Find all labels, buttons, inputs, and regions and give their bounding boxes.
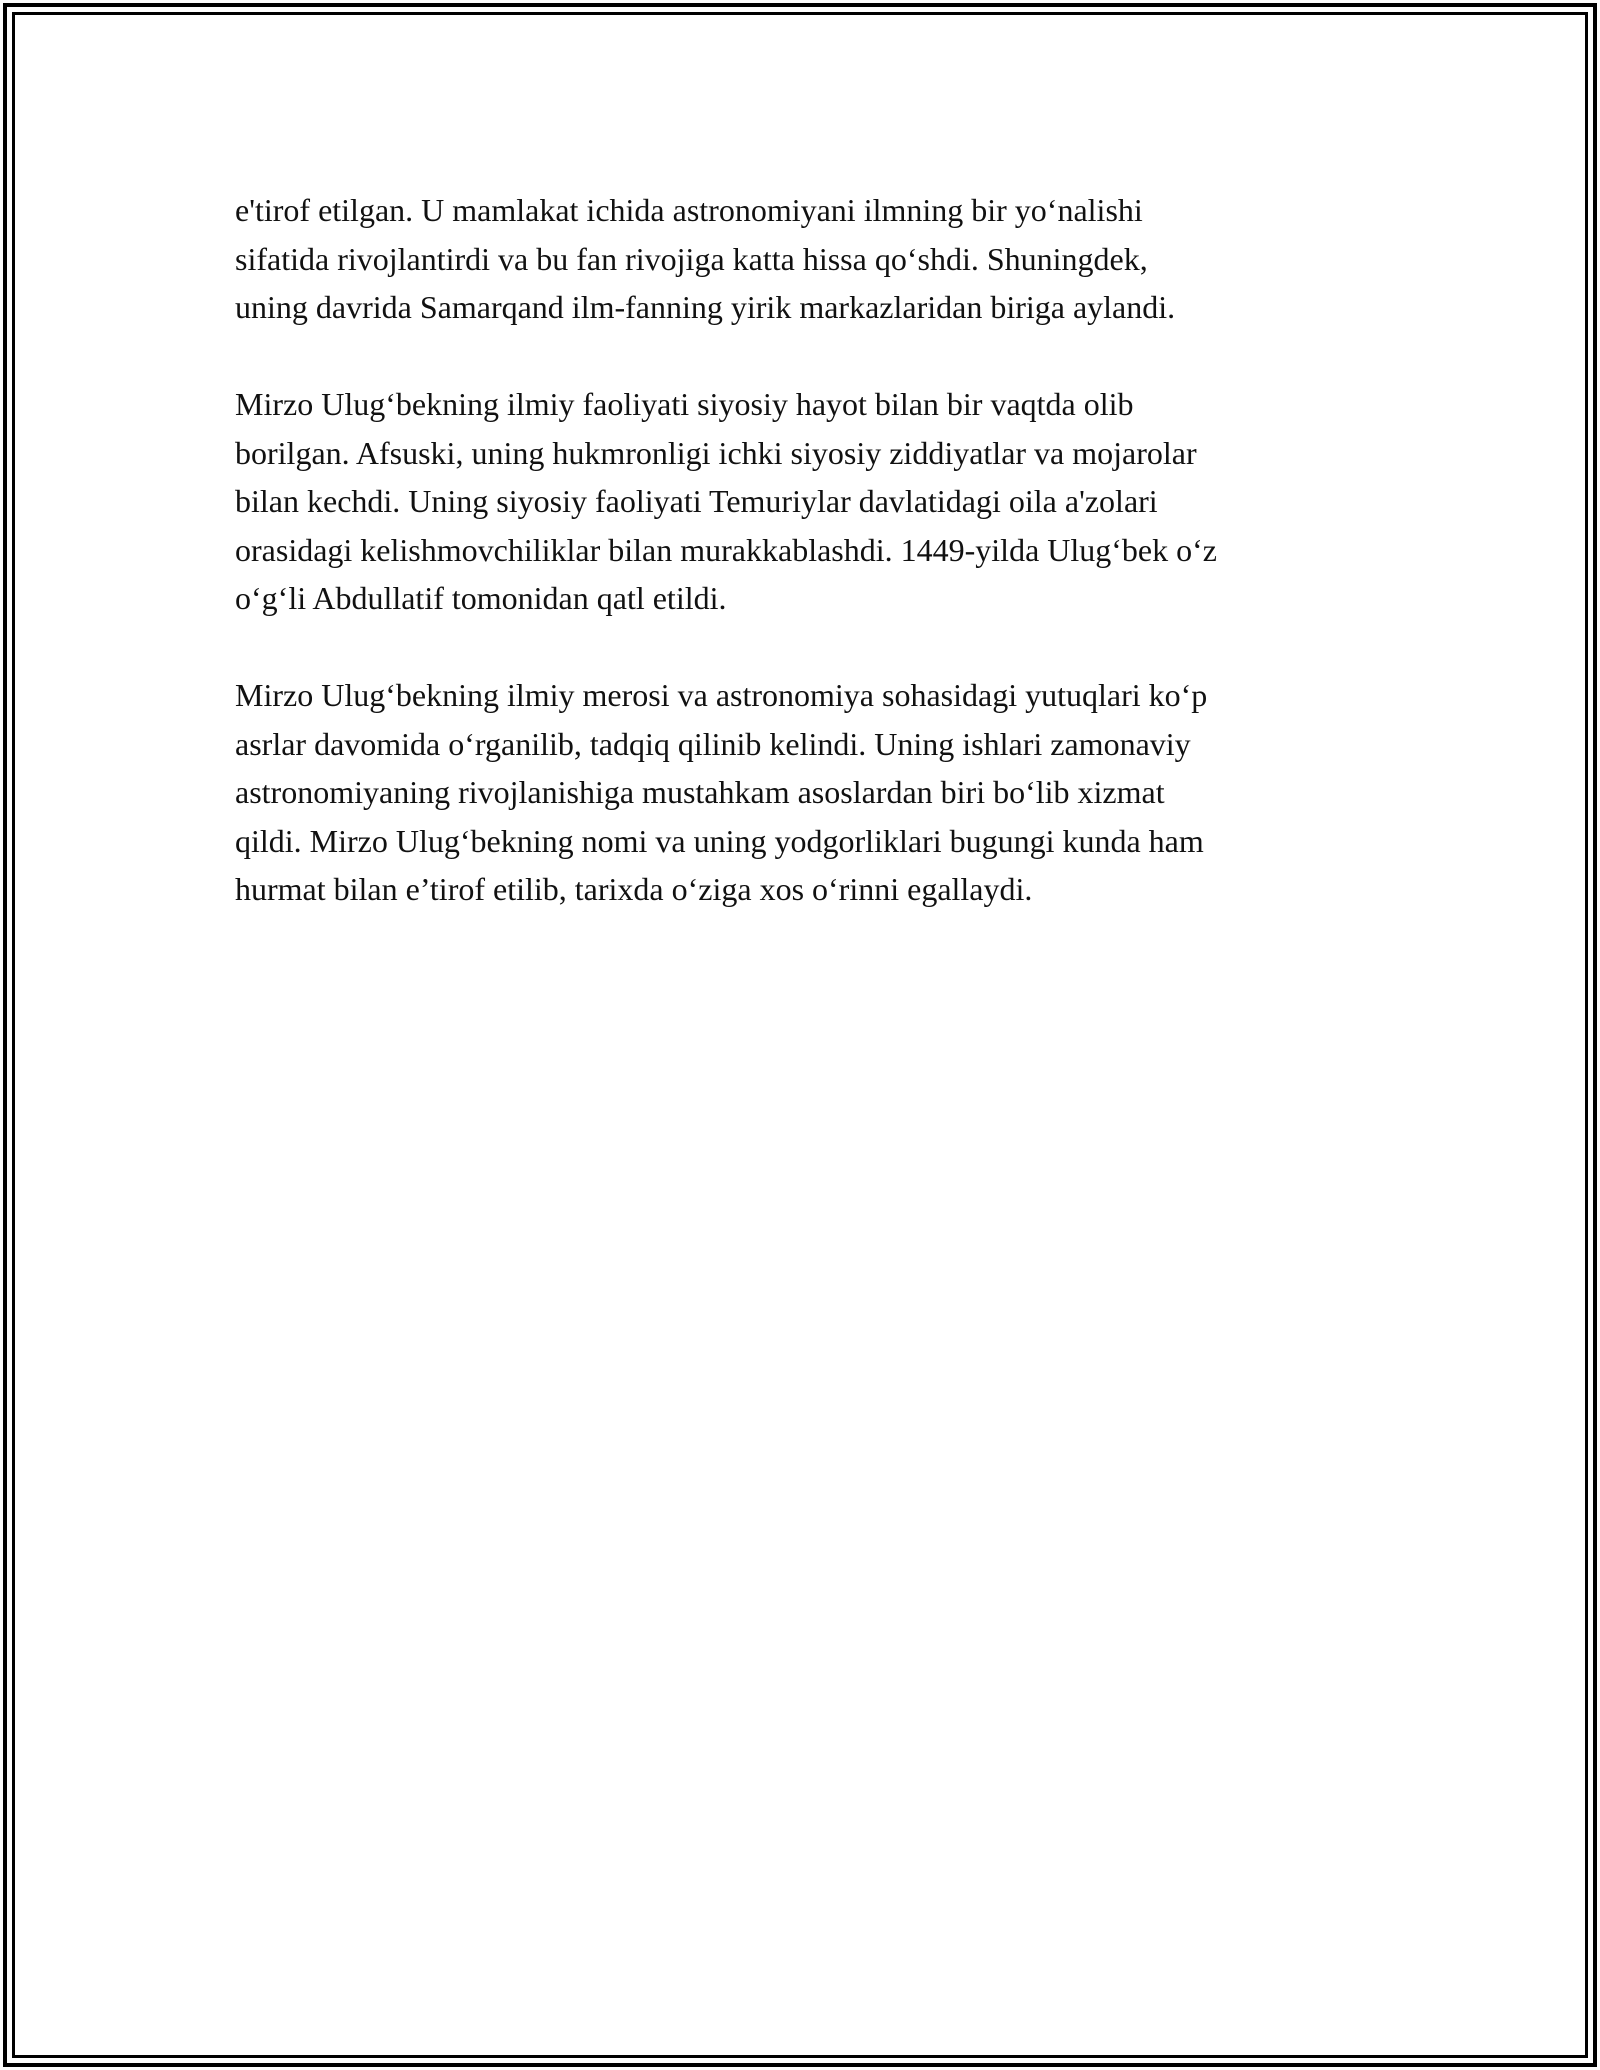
- paragraph-line: Mirzo Ulug‘bekning ilmiy faoliyati siyosiy hayot bilan bir vaqtda olib: [235, 386, 1134, 422]
- paragraph-2: [235, 380, 1375, 623]
- paragraph-line: sifatida rivojlantirdi va bu fan rivojiga katta hissa qo‘shdi. Shuningdek,: [235, 240, 1148, 277]
- paragraph-line: qildi. Mirzo Ulug‘bekning nomi va uning yodgorliklari bugungi kunda ham: [235, 822, 1204, 859]
- document-body: [235, 186, 1375, 962]
- paragraph-line: Mirzo Ulug‘bekning ilmiy merosi va astronomiya sohasidagi yutuqlari ko‘p: [235, 677, 1208, 713]
- paragraph-3: [235, 671, 1375, 914]
- paragraph-line: astronomiyaning rivojlanishiga mustahkam asoslardan biri bo‘lib xizmat: [235, 774, 1165, 810]
- paragraph-line: orasidagi kelishmovchiliklar bilan murakkablashdi. 1449-yilda Ulug‘bek o‘z: [235, 531, 1217, 568]
- paragraph-line: asrlar davomida o‘rganilib, tadqiq qilinib kelindi. Uning ishlari zamonaviy: [235, 725, 1191, 762]
- paragraph-line: uning davrida Samarqand ilm-fanning yirik markazlaridan biriga aylandi.: [235, 289, 1176, 325]
- paragraph-1: [235, 186, 1375, 332]
- paragraph-line: hurmat bilan e’tirof etilib, tarixda o‘ziga xos o‘rinni egallaydi.: [235, 871, 1033, 907]
- paragraph-line: bilan kechdi. Uning siyosiy faoliyati Temuriylar davlatidagi oila a'zolari: [235, 483, 1158, 519]
- paragraph-line: borilgan. Afsuski, uning hukmronligi ichki siyosiy ziddiyatlar va mojarolar: [235, 434, 1197, 471]
- paragraph-line: e'tirof etilgan. U mamlakat ichida astronomiyani ilmning bir yo‘nalishi: [235, 192, 1143, 228]
- paragraph-line: o‘g‘li Abdullatif tomonidan qatl etildi.: [235, 580, 727, 616]
